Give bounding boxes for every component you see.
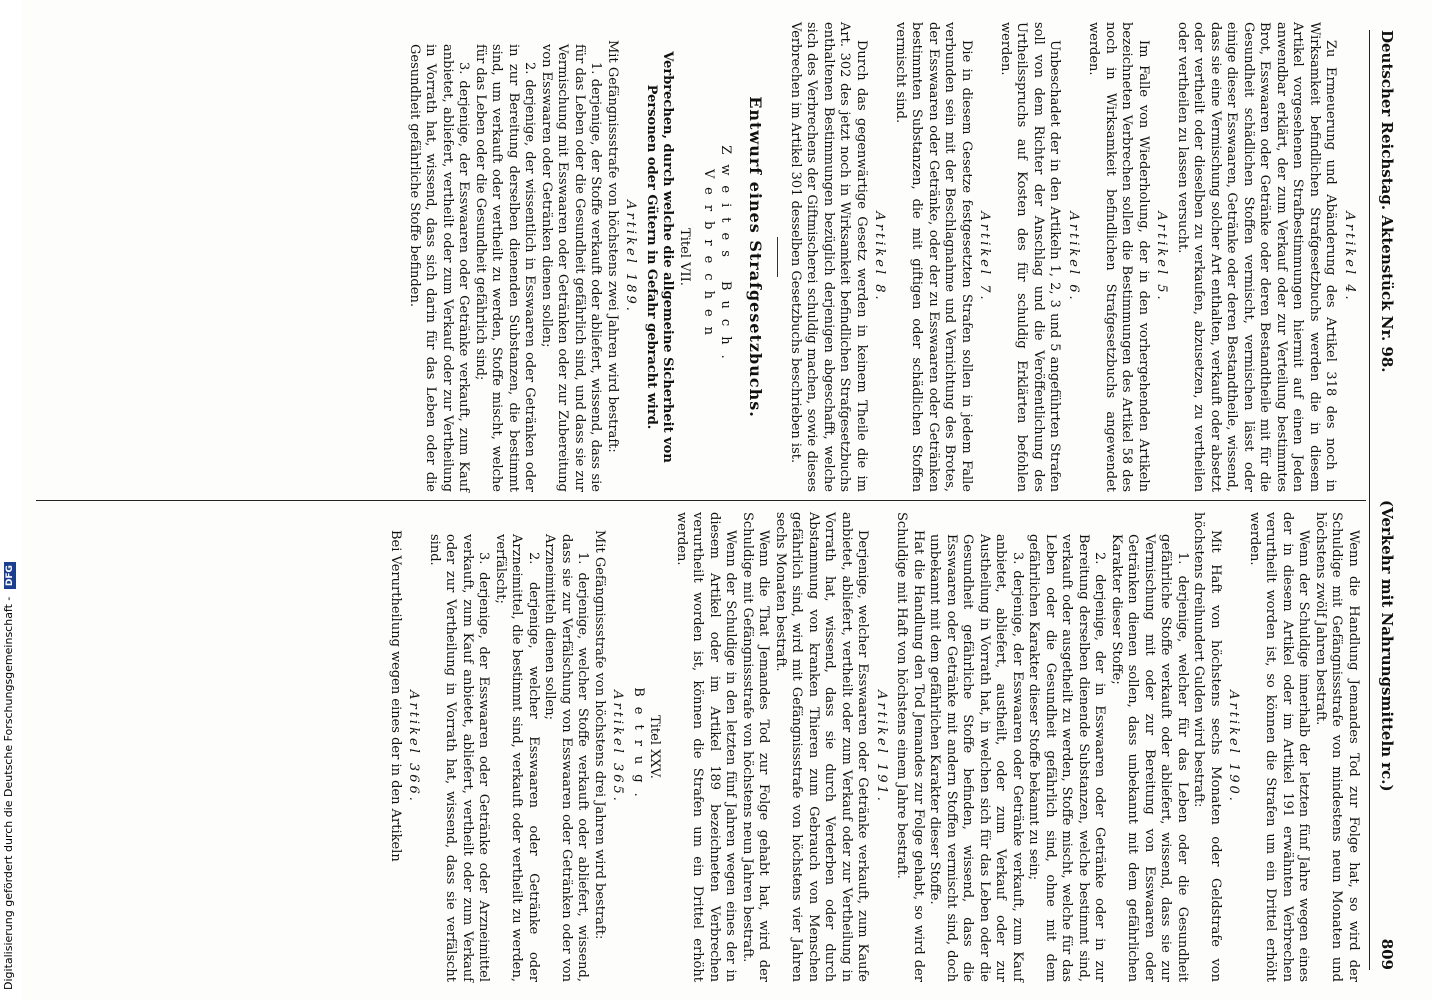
dfg-logo: DFG: [4, 562, 16, 589]
page-header: [1370, 30, 1396, 970]
art365-item: 1. derjenige, welcher Stoffe verkauft oder abliefert, wissend, dass sie zur Verfälschung von Esswaaren oder Getränken oder von Arzneimitteln dienen sollen;: [542, 534, 591, 982]
art190-intro: Mit Haft von höchstens sechs Monaten oder Geldstrafe von höchstens dreihundert Gulden wird bestraft:: [1191, 512, 1223, 982]
art7-text: Die in diesem Gesetze festgesetzten Strafen sollen in jedem Falle verbunden sein mit der Beschlagnahme und Vernichtung des Brotes, der Esswaaren oder Getränke, oder der zu Esswaaren oder Getränken bestimmten Substanzen, die mit giftigen oder schädlichen Stoffen vermischt sind.: [893, 22, 974, 492]
art191-death: Wenn die That Jemandes Tod zur Folge gehabt hat, wird der Schuldige mit Gefängnissstrafe von höchstens neun Jahren bestraft.: [740, 512, 772, 982]
page-number: 809: [1378, 938, 1396, 970]
art5-title: Artikel 5.: [1154, 211, 1170, 303]
art366-text: Bei Verurtheilung wegen eines der in den Artikeln: [388, 530, 403, 862]
art190-item: 1. derjenige, welcher für das Leben oder die Gesundheit gefährliche Stoffe verkauft oder abliefert, wissend, dass sie zur Vermischung mit oder zur Bereitung von Esswaaren oder Getränken dienen sollen, dass unbekannt mit dem gefährlichen Karakter dieser Stoffe;: [1109, 534, 1190, 982]
art189-item: 2. derjenige, der wissentlich in Esswaaren oder Getränken oder in zur Bereitung derselben dienenden Substanzen, die bestimmt sind, um verkauft oder vertheilt zu werden, Stoffe mischt, welche für das Leben oder die Gesundheit gefährlich sind;: [473, 44, 538, 492]
art8-title: Artikel 8.: [872, 211, 888, 303]
header-left: Deutscher Reichstag. Aktenstück Nr. 98.: [1378, 30, 1396, 373]
art5-text: Im Falle von Wiederholung, der in den vorhergehenden Artikeln bezeichneten Verbrechen sollen die Bestimmungen des Artikel 58 des noch in Wirksamkeit befindlichen Strafgesetzbuchs angewendet werden.: [1086, 22, 1151, 492]
book-title: Zweites Buch.: [718, 145, 733, 369]
art190-death: Hat die Handlung den Tod Jemandes zur Folge gehabt, so wird der Schuldige mit Haft von höchstens einem Jahre bestraft.: [894, 512, 926, 982]
left-column: [406, 22, 1362, 492]
art191-title: Artikel 191.: [874, 690, 889, 804]
art365-item: 3. derjenige, der Esswaaren oder Getränke oder Arzneimittel verkauft, zum Kauf anbietet, abliefert, vertheilt oder zum Verkauf oder zur Vertheilung in Vorrath hat, wissend, dass sie verfälscht sind.: [427, 534, 492, 982]
art6-title: Artikel 6.: [1066, 211, 1081, 303]
title-vii: Titel VII.: [677, 228, 692, 286]
right-column: [387, 512, 1362, 982]
betrug-heading: Betrug.: [631, 687, 646, 807]
draft-title: Entwurf eines Strafgesetzbuchs.: [746, 96, 766, 418]
art365-item: 2. derjenige, welcher Esswaaren oder Getränke oder Arzneimittel, die bestimmt sind, verkauft oder vertheilt zu werden, verfälscht;: [493, 534, 541, 982]
title-vii-description: Verbrechen, durch welche die allgemeine Sicherheit von Personen oder Gütern in Gefahr gebracht wird.: [644, 51, 676, 463]
title-xxv: Titel XXV.: [647, 715, 663, 779]
art189-intro: Mit Gefängnissstrafe von höchstens zwei Jahren wird bestraft:: [605, 40, 620, 453]
art189-item: 3. derjenige, der Esswaaren oder Getränke verkauft, zum Kauf anbietet, abliefert, vertheilt oder zum Verkauf oder zur Vertheilung in Vorrath hat, wissend, dass sich darin für das Leben oder die Gesundheit gefährliche Stoffe befinden.: [407, 44, 472, 492]
book-subtitle: Verbrechen: [701, 168, 717, 346]
art365-title: Artikel 365.: [610, 690, 626, 804]
art189-item: 1. derjenige, der Stoffe verkauft oder abliefert, wissend, dass sie für das Leben oder die Gesundheit gefährlich sind, und dass sie zur Vermischung mit Esswaaren oder Getränken oder zur Zubereitung von Esswaaren oder Getränken dienen sollen;: [539, 44, 604, 492]
art4-title: Artikel 4.: [1342, 211, 1357, 303]
column-divider: [36, 500, 1366, 501]
art189-title: Artikel 189.: [623, 200, 639, 314]
art190-item: 2. derjenige, der in Esswaaren oder Getränke oder in zur Bereitung derselben dienende Substanzen, welche bestimmt sind, verkauft oder ausgetheilt zu werden, Stoffe mischt, welche für das Leben oder die Gesundheit gefährlich sind, ohne mit dem gefährlichen Karakter dieser Stoffe bekannt zu sein;: [1026, 534, 1108, 982]
art6-text: Unbeschadet der in den Artikeln 1, 2, 3 und 5 angeführten Strafen soll von dem Richter der Anschlag und die Veröffentlichung des Urtheilsspruchs auf Kosten des für schuldig Erklärten befohlen werden.: [998, 22, 1063, 492]
art7-title: Artikel 7.: [977, 211, 993, 303]
art8-text: Durch das gegenwärtige Gesetz werden in keinem Theile die im Art. 302 des jetzt noch in Wirksamkeit befindlichen Strafgesetzbuchs enthaltenen Bestimmungen bezüglich derjenigen abgeschafft, welche sich des Verbrechens der Giftmischerei schuldig machen, sowie dieses Verbrechen im Artikel 301 desselben Gesetzbuchs beschrieben ist.: [788, 22, 869, 492]
art365-intro: Mit Gefängnissstrafe von höchstens drei Jahren wird bestraft:: [592, 530, 607, 940]
art366-title: Artikel 366.: [406, 690, 422, 804]
separator: [778, 237, 779, 277]
header-rule: [1369, 30, 1370, 970]
credit-text: Digitalisierung gefördert durch die Deutsche Forschungsgemeinschaft -: [2, 596, 15, 990]
art190-title: Artikel 190.: [1226, 690, 1242, 804]
art4-text: Zu Ermeuerung und Abänderung des Artikel 318 des noch in Wirksamkeit befindlichen Strafgesetzbuchs werden die in diesem Artikel vorgesehenen Strafbestimmungen hiermit auf einen Jeden anwendbar erklärt, der zum Verkauf oder zur Verteilung bestimmtes Brot, Esswaaren oder Getränke oder deren Bestandtheile mit für die Gesundheit schädlichen Stoffen vermischt, vermischen lässt oder einige dieser Esswaaren, Getränke oder deren Bestandtheile, wissend, dass sie eine Vermischung solcher Art enthalten, verkauft oder absetzt oder vertheilt oder dieselben zu verkaufen, abzusetzen, zu vertheilen oder vertheilen zu lassen versucht.: [1175, 22, 1339, 492]
art191-text: Derjenige, welcher Esswaaren oder Getränke verkauft, zum Kaufe anbietet, abliefert, vertheilt oder zum Verkauf oder zur Vertheilung in Vorrath hat, wissend, dass sie durch Verderben oder durch Abstammung von kranken Thieren zum Gebrauch von Menschen gefährlich sind, wird mit Gefängnissstrafe von höchstens vier Jahren sechs Monaten bestraft.: [773, 512, 871, 982]
art191-repeat: Wenn der Schuldige in den letzten fünf Jahren wegen eines der in diesem Artikel oder im Artikel 189 bezeichneten Verbrechen verurtheilt worden ist, können die Strafen um ein Drittel erhöht werden.: [674, 512, 739, 982]
top-text: Wenn die Handlung Jemandes Tod zur Folge hat, so wird der Schuldige mit Gefängnissstrafe von mindestens neun Monaten und höchstens zwölf Jahren bestraft.: [1313, 512, 1361, 982]
top-text-2: Wenn der Schuldige innerhalb der letzten fünf Jahre wegen eines der in diesem Artikel oder im Artikel 191 erwähnten Verbrechen verurtheilt worden ist, so können die Strafen um ein Drittel erhöht werden.: [1247, 512, 1312, 982]
art190-item: 3. derjenige, der Esswaaren oder Getränke verkauft, zum Kauf anbietet, abliefert, austheilt, oder zum Verkauf oder zur Austheilung in Vorrath hat, in welchen sich für das Leben oder die Gesundheit gefährliche Stoffe befinden, wissend, dass die Esswaaren oder Getränke mit andern Stoffen vermischt sind, doch unbekannt mit dem gefährlichen Karakter dieser Stoffe.: [927, 534, 1025, 982]
header-right: (Verkehr mit Nahrungsmitteln rc.): [1378, 500, 1396, 792]
